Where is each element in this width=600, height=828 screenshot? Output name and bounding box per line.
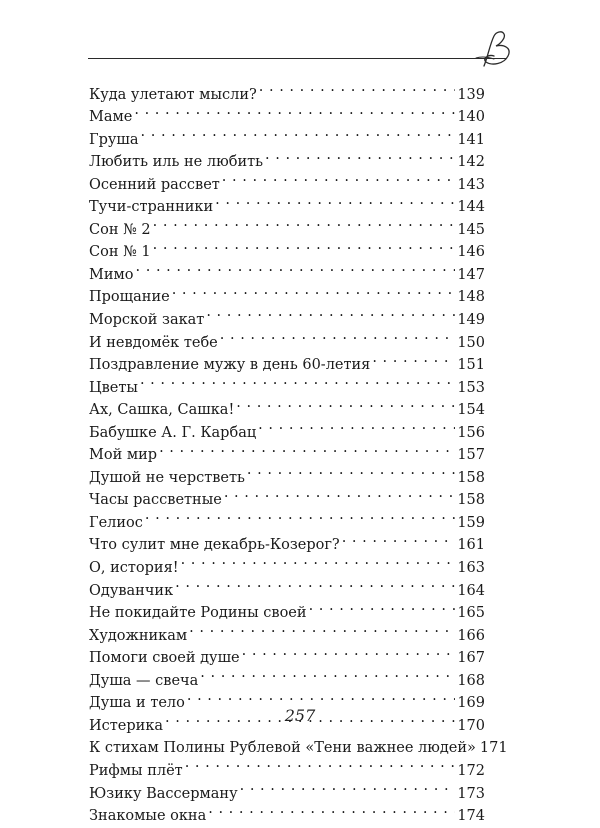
toc-entry-page: 171	[479, 740, 508, 757]
toc-entry-title: Поздравление мужу в день 60-летия	[89, 357, 371, 374]
toc-entry-page: 140	[457, 109, 485, 126]
toc-entry-page: 169	[457, 695, 485, 712]
toc-dot-leader	[220, 324, 456, 347]
toc-dot-leader	[200, 662, 455, 685]
toc-entry	[89, 527, 485, 554]
toc-entry-title: Рифмы плёт	[89, 762, 183, 779]
header-rule	[88, 58, 506, 59]
toc-entry	[89, 504, 485, 531]
toc-entry-title: Часы рассветные	[89, 492, 222, 509]
toc-entry-page: 156	[457, 424, 485, 441]
toc-dot-leader	[136, 256, 456, 279]
toc-entry-page: 174	[457, 808, 485, 825]
toc-entry	[89, 279, 485, 306]
toc-dot-leader	[265, 144, 455, 167]
toc-dot-leader	[187, 685, 455, 708]
toc-dot-leader	[236, 392, 455, 415]
toc-entry-page: 153	[457, 379, 485, 396]
toc-dot-leader	[185, 752, 456, 775]
toc-entry-title: Груша	[89, 131, 139, 148]
toc-entry-title: Прощание	[89, 289, 170, 306]
toc-entry-page: 166	[457, 627, 485, 644]
toc-entry-page: 149	[457, 312, 485, 329]
toc-dot-leader	[240, 775, 456, 798]
script-letter-ornament-icon	[472, 26, 532, 74]
toc-entry-page: 161	[457, 537, 485, 554]
toc-entry-page: 173	[457, 785, 485, 802]
toc-entry-title: Гелиос	[89, 514, 143, 531]
toc-entry-title: Душа — свеча	[89, 672, 199, 689]
toc-dot-leader	[222, 166, 456, 189]
toc-entry	[89, 76, 485, 103]
toc-dot-leader	[224, 482, 455, 505]
toc-dot-leader	[242, 640, 456, 663]
toc-entry-page: 158	[457, 469, 485, 486]
toc-dot-leader	[134, 99, 455, 122]
toc-dot-leader	[215, 189, 455, 212]
toc-entry-page: 139	[457, 86, 485, 103]
toc-entry-title: Мой мир	[89, 447, 158, 464]
toc-dot-leader	[153, 234, 456, 257]
toc-entry-title: Что сулит мне декабрь-Козерог?	[89, 537, 340, 554]
toc-entry-page: 150	[457, 334, 485, 351]
toc-entry-page: 146	[457, 244, 485, 261]
toc-entry-title: Ах, Сашка, Сашка!	[89, 402, 235, 419]
toc-entry-title: Помоги своей душе	[89, 650, 240, 667]
toc-dot-leader	[175, 572, 455, 595]
toc-entry-title: Морской закат	[89, 312, 205, 329]
toc-entry	[89, 99, 485, 126]
toc-entry-title: Сон № 2	[89, 221, 151, 238]
toc-entry-page: 168	[457, 672, 485, 689]
toc-dot-leader	[309, 595, 456, 618]
toc-entry-page: 170	[457, 717, 485, 734]
toc-entry	[89, 144, 485, 171]
toc-entry-page: 142	[457, 154, 485, 171]
toc-entry-page: 159	[457, 514, 485, 531]
toc-entry-title: Сон № 1	[89, 244, 151, 261]
toc-entry-page: 154	[457, 402, 485, 419]
toc-dot-leader	[172, 279, 456, 302]
toc-entry	[89, 121, 485, 148]
toc-entry-page: 158	[457, 492, 485, 509]
toc-entry-title: Знакомые окна	[89, 808, 207, 825]
toc-entry-page: 163	[457, 560, 485, 577]
page-number: 257	[284, 706, 316, 725]
toc-entry-page: 167	[457, 650, 485, 667]
toc-dot-leader	[206, 301, 455, 324]
toc-entry-page: 151	[457, 357, 485, 374]
toc-entry-title: О, история!	[89, 560, 179, 577]
toc-dot-leader	[145, 504, 455, 527]
toc-dot-leader	[153, 211, 456, 234]
toc-entry	[89, 392, 485, 419]
toc-entry-page: 144	[457, 199, 485, 216]
toc-dot-leader	[140, 369, 455, 392]
toc-dot-leader	[141, 121, 456, 144]
toc-dot-leader	[159, 437, 455, 460]
toc-entry-title: Тучи-странники	[89, 199, 214, 216]
toc-entry-title: Душа и тело	[89, 695, 185, 712]
toc-entry-title: Бабушке А. Г. Карбац	[89, 424, 257, 441]
toc-entry	[89, 256, 485, 283]
toc-entry-title: И невдомёк тебе	[89, 334, 218, 351]
toc-entry-title: Осенний рассвет	[89, 176, 220, 193]
toc-dot-leader	[259, 76, 456, 99]
toc-entry-title: Любить иль не любить	[89, 154, 264, 171]
toc-entry-page: 147	[457, 266, 485, 283]
toc-entry-title: Художникам	[89, 627, 188, 644]
toc-entry-title: Душой не черстветь	[89, 469, 245, 486]
toc-dot-leader	[372, 347, 455, 370]
toc-entry-title: Цветы	[89, 379, 138, 396]
toc-entry-page: 141	[457, 131, 485, 148]
toc-entry-title: Одуванчик	[89, 582, 174, 599]
toc-entry-page: 143	[457, 176, 485, 193]
toc-entry	[89, 369, 485, 396]
toc-dot-leader	[181, 549, 456, 572]
toc-dot-leader	[208, 798, 455, 821]
toc-entry-page: 172	[457, 762, 485, 779]
toc-entry-title: Юзику Вассерману	[89, 785, 238, 802]
toc-entry-title: Не покидайте Родины своей	[89, 605, 307, 622]
toc-entry-title: К стихам Полины Рублевой «Тени важнее людей»	[89, 740, 476, 757]
toc-entry-title: Куда улетают мысли?	[89, 86, 257, 103]
toc-entry-title: Мимо	[89, 266, 134, 283]
toc-dot-leader	[189, 617, 455, 640]
toc-entry-page: 164	[457, 582, 485, 599]
toc-dot-leader	[258, 414, 455, 437]
toc-entry-title: Маме	[89, 109, 133, 126]
toc-dot-leader	[342, 527, 456, 550]
toc-entry-page: 165	[457, 605, 485, 622]
toc-dot-leader	[247, 459, 455, 482]
toc-entry-page: 148	[457, 289, 485, 306]
toc-entry-title: Истерика	[89, 717, 164, 734]
toc-entry-page: 145	[457, 221, 485, 238]
toc-entry-page: 157	[457, 447, 485, 464]
